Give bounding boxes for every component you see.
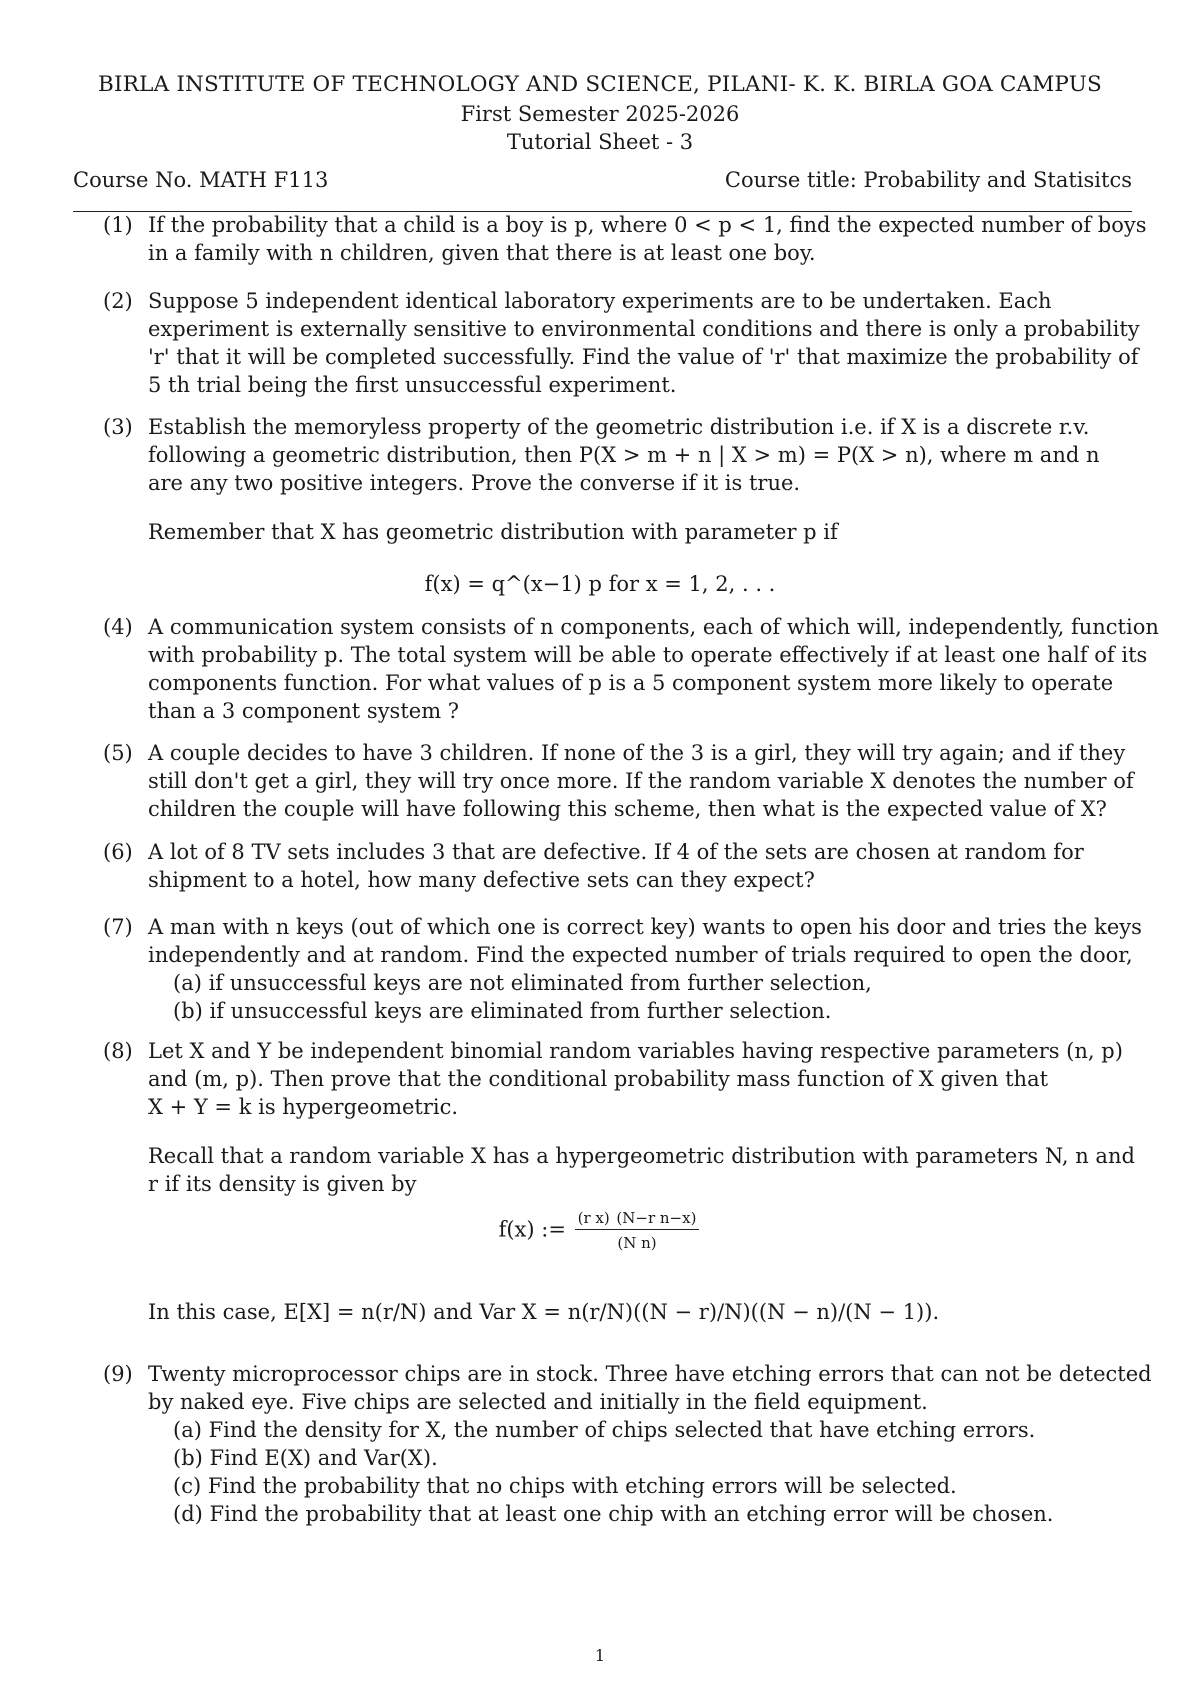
question-2	[103, 287, 1140, 399]
binom-r-x: (r x)	[577, 1209, 610, 1227]
question-text-line: Suppose 5 independent identical laboratory experiments are to be undertaken. Each	[148, 289, 1052, 313]
question-text-line: components function. For what values of p is a 5 component system more likely to operate	[148, 671, 1114, 695]
question-text-line: still don't get a girl, they will try once more. If the random variable X denotes the number of	[148, 769, 1134, 793]
question-8	[103, 1037, 1133, 1121]
note-text: Remember that X has geometric distribution with parameter p if	[148, 520, 838, 544]
hypergeometric-fraction	[575, 1205, 700, 1254]
question-text-line: independently and at random. Find the expected number of trials required to open the door,	[148, 943, 1133, 967]
sheet-title: Tutorial Sheet - 3	[506, 130, 694, 154]
sub-question: (a) if unsuccessful keys are not eliminated from further selection,	[173, 971, 872, 995]
formula-lhs: f(x) :=	[498, 1217, 566, 1242]
question-text-line: experiment is externally sensitive to environmental conditions and there is only a probability	[148, 317, 1140, 341]
question-text-line: shipment to a hotel, how many defective sets can they expect?	[148, 868, 815, 892]
question-text-line: 5 th trial being the first unsuccessful experiment.	[148, 373, 677, 397]
sub-question: (c) Find the probability that no chips with etching errors will be selected.	[173, 1474, 957, 1498]
mean-variance-formula: E[X] = n(r/N) and Var X = n(r/N)((N − r)/N)((N − n)/(N − 1)).	[283, 1300, 940, 1324]
question-text-line: A man with n keys (out of which one is correct key) wants to open his door and tries the keys	[148, 915, 1142, 939]
question-number: (2)	[103, 289, 133, 313]
question-6	[103, 838, 1133, 894]
question-text-line: 'r' that it will be completed successfully. Find the value of 'r' that maximize the probability of	[148, 345, 1139, 369]
sub-question: (b) if unsuccessful keys are eliminated from further selection.	[173, 999, 832, 1023]
course-number: Course No. MATH F113	[73, 168, 329, 192]
question-text-line: X + Y = k is hypergeometric.	[148, 1095, 459, 1119]
binom-N-r: (N−r n−x)	[616, 1209, 697, 1227]
course-title: Course title: Probability and Statisitcs	[724, 168, 1132, 192]
note-text: Recall that a random variable X has a hypergeometric distribution with parameters N, n and	[148, 1144, 1135, 1168]
question-text-line: than a 3 component system ?	[148, 699, 460, 723]
question-text-line: with probability p. The total system will be able to operate effectively if at least one half of its	[148, 643, 1148, 667]
institute-title: BIRLA INSTITUTE OF TECHNOLOGY AND SCIENCE, PILANI- K. K. BIRLA GOA CAMPUS	[98, 72, 1102, 97]
question-text-line: following a geometric distribution, then P(X > m + n | X > m) = P(X > n), where m and n	[148, 443, 1100, 467]
binom-N-n: (N n)	[617, 1234, 657, 1252]
question-3	[103, 413, 1133, 497]
sub-question: (d) Find the probability that at least one chip with an etching error will be chosen.	[173, 1502, 1054, 1526]
question-text-line: A lot of 8 TV sets includes 3 that are defective. If 4 of the sets are chosen at random for	[148, 840, 1084, 864]
sub-question: (b) Find E(X) and Var(X).	[173, 1446, 438, 1470]
question-text-line: A couple decides to have 3 children. If none of the 3 is a girl, they will try again; and if they	[148, 741, 1126, 765]
question-1	[103, 211, 1147, 267]
question-5	[103, 739, 1133, 823]
sub-question: (a) Find the density for X, the number of chips selected that have etching errors.	[173, 1418, 1036, 1442]
mean-variance-prefix: In this case,	[148, 1300, 277, 1324]
question-number: (4)	[103, 615, 133, 639]
question-7	[103, 913, 1142, 1025]
question-number: (3)	[103, 415, 133, 439]
question-text-line: in a family with n children, given that there is at least one boy.	[148, 241, 816, 265]
course-info-row	[73, 168, 1132, 194]
question-text-line: If the probability that a child is a boy is p, where 0 < p < 1, find the expected number of boys	[148, 213, 1147, 237]
question-number: (9)	[103, 1362, 133, 1386]
question-text-line: are any two positive integers. Prove the converse if it is true.	[148, 471, 801, 495]
page-number: 1	[594, 1646, 606, 1665]
question-text-line: Establish the memoryless property of the geometric distribution i.e. if X is a discrete r.v.	[148, 415, 1090, 439]
question-text-line: and (m, p). Then prove that the conditional probability mass function of X given that	[148, 1067, 1049, 1091]
hypergeometric-note	[148, 1142, 1138, 1198]
question-number: (5)	[103, 741, 133, 765]
question-text-line: Twenty microprocessor chips are in stock. Three have etching errors that can not be detected	[148, 1362, 1152, 1386]
question-number: (8)	[103, 1039, 133, 1063]
question-number: (1)	[103, 213, 133, 237]
question-text-line: by naked eye. Five chips are selected and initially in the field equipment.	[148, 1390, 928, 1414]
hypergeometric-formula	[0, 1205, 1200, 1254]
question-4	[103, 613, 1159, 725]
question-text-line: A communication system consists of n components, each of which will, independently, function	[148, 615, 1159, 639]
mean-variance-line	[148, 1298, 1138, 1326]
question-text-line: children the couple will have following this scheme, then what is the expected value of X?	[148, 797, 1107, 821]
question-text-line: Let X and Y be independent binomial random variables having respective parameters (n, p)	[148, 1039, 1123, 1063]
mean-variance-wrap	[148, 1298, 1138, 1326]
geometric-formula: f(x) = q^(x−1) p for x = 1, 2, . . .	[424, 572, 776, 596]
note-text: r if its density is given by	[148, 1172, 417, 1196]
question-number: (7)	[103, 915, 133, 939]
question-9	[103, 1360, 1152, 1528]
semester-line: First Semester 2025-2026	[460, 102, 740, 126]
geometric-note	[148, 518, 1138, 546]
question-number: (6)	[103, 840, 133, 864]
